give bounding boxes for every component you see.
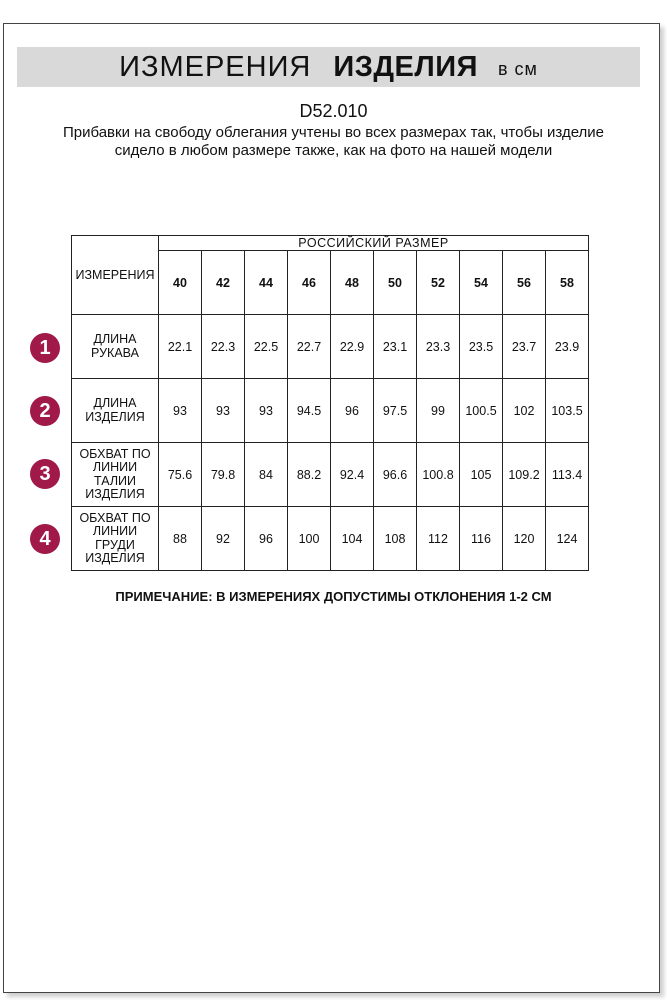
- row-label: ДЛИНА ИЗДЕЛИЯ: [72, 379, 159, 443]
- measurements-header: ИЗМЕРЕНИЯ: [72, 236, 159, 315]
- table-cell: 23.1: [374, 315, 417, 379]
- title-unit: в см: [497, 58, 538, 79]
- table-cell: 23.9: [546, 315, 589, 379]
- table-cell: 96.6: [374, 443, 417, 507]
- table-cell: 113.4: [546, 443, 589, 507]
- table-cell: 93: [202, 379, 245, 443]
- table-cell: 102: [503, 379, 546, 443]
- table-cell: 93: [245, 379, 288, 443]
- table-cell: 97.5: [374, 379, 417, 443]
- title-banner: [17, 47, 640, 87]
- table-cell: 92.4: [331, 443, 374, 507]
- table-cell: 112: [417, 507, 460, 571]
- table-row: [72, 443, 589, 507]
- table-row: [72, 315, 589, 379]
- size-header-cell: 40: [159, 251, 202, 315]
- row-label: ОБХВАТ ПО ЛИНИИ ТАЛИИ ИЗДЕЛИЯ: [72, 443, 159, 507]
- row-label: ОБХВАТ ПО ЛИНИИ ГРУДИ ИЗДЕЛИЯ: [72, 507, 159, 571]
- table-cell: 105: [460, 443, 503, 507]
- table-cell: 96: [245, 507, 288, 571]
- title-part1: ИЗМЕРЕНИЯ: [119, 50, 312, 83]
- table-cell: 108: [374, 507, 417, 571]
- table-cell: 23.3: [417, 315, 460, 379]
- size-header-cell: 54: [460, 251, 503, 315]
- size-header-cell: 50: [374, 251, 417, 315]
- table-cell: 104: [331, 507, 374, 571]
- table-cell: 23.5: [460, 315, 503, 379]
- table-cell: 22.1: [159, 315, 202, 379]
- note-text: ПРИМЕЧАНИЕ: В ИЗМЕРЕНИЯХ ДОПУСТИМЫ ОТКЛОНЕНИЯ 1-2 СМ: [115, 589, 552, 604]
- size-header-cell: 42: [202, 251, 245, 315]
- table-cell: 23.7: [503, 315, 546, 379]
- table-row: [72, 379, 589, 443]
- row-number-badge: 3: [30, 459, 60, 489]
- product-code: D52.010: [299, 101, 368, 121]
- table-row: [72, 507, 589, 571]
- size-header-cell: 46: [288, 251, 331, 315]
- row-label: ДЛИНА РУКАВА: [72, 315, 159, 379]
- row-number-badge: 4: [30, 524, 60, 554]
- size-header-cell: 48: [331, 251, 374, 315]
- table-cell: 116: [460, 507, 503, 571]
- table-cell: 79.8: [202, 443, 245, 507]
- table-cell: 120: [503, 507, 546, 571]
- table-cell: 99: [417, 379, 460, 443]
- table-cell: 84: [245, 443, 288, 507]
- table-cell: 103.5: [546, 379, 589, 443]
- row-number-badge: 2: [30, 396, 60, 426]
- table-cell: 100: [288, 507, 331, 571]
- table-cell: 96: [331, 379, 374, 443]
- title-part2: ИЗДЕЛИЯ: [333, 50, 478, 83]
- table-cell: 92: [202, 507, 245, 571]
- table-cell: 94.5: [288, 379, 331, 443]
- table-cell: 100.8: [417, 443, 460, 507]
- table-cell: 88: [159, 507, 202, 571]
- size-header-cell: 44: [245, 251, 288, 315]
- size-header-cell: 58: [546, 251, 589, 315]
- size-table: [71, 235, 589, 571]
- table-cell: 93: [159, 379, 202, 443]
- intro-text: Прибавки на свободу облегания учтены во всех размерах так, чтобы изделие сидело в любом размере также, как на фото на нашей модели: [62, 124, 605, 159]
- table-cell: 88.2: [288, 443, 331, 507]
- table-cell: 75.6: [159, 443, 202, 507]
- table-cell: 22.7: [288, 315, 331, 379]
- table-cell: 22.5: [245, 315, 288, 379]
- table-cell: 22.9: [331, 315, 374, 379]
- table-cell: 109.2: [503, 443, 546, 507]
- size-group-header: РОССИЙСКИЙ РАЗМЕР: [159, 236, 589, 251]
- table-cell: 22.3: [202, 315, 245, 379]
- size-header-cell: 52: [417, 251, 460, 315]
- table-cell: 124: [546, 507, 589, 571]
- size-header-cell: 56: [503, 251, 546, 315]
- row-number-badge: 1: [30, 333, 60, 363]
- table-cell: 100.5: [460, 379, 503, 443]
